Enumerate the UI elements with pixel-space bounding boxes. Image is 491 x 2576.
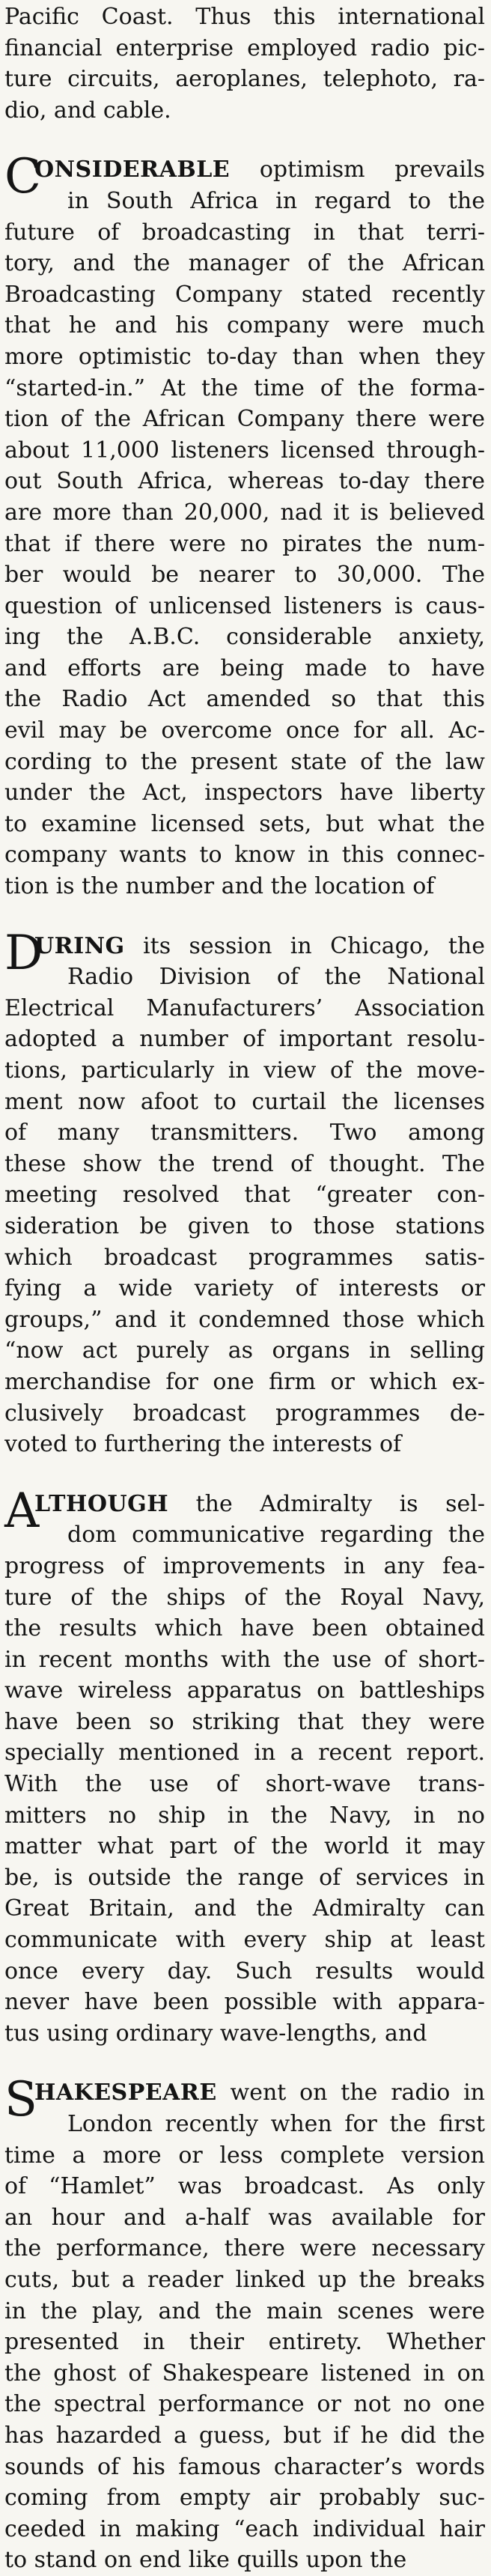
text-line: company wants to know in this connec- xyxy=(4,842,485,869)
text-line: matter what part of the world it may xyxy=(4,1833,485,1860)
text-line: specially mentioned in a recent report. xyxy=(4,1740,485,1767)
text-line: under the Act, inspectors have liberty xyxy=(4,780,485,806)
text-line: and efforts are being made to have xyxy=(4,654,485,681)
text-line: in South Africa in regard to the xyxy=(67,187,485,214)
text-line: question of unlicensed listeners is caus- xyxy=(4,592,485,619)
text-line: “started-in.” At the time of the forma- xyxy=(4,374,485,401)
text-line: be, is outside the range of services in xyxy=(4,1864,485,1891)
text-line: merchandise for one firm or which ex- xyxy=(4,1368,485,1395)
text-line: of “Hamlet” was broadcast. As only xyxy=(4,2173,485,2200)
text-line: in the play, and the main scenes were xyxy=(4,2297,485,2324)
text-line: these show the trend of thought. The xyxy=(4,1150,485,1177)
text-line: sounds of his famous character’s words xyxy=(4,2453,485,2480)
text-line: the Radio Act amended so that this xyxy=(4,686,485,713)
text-line: ture of the ships of the Royal Navy, xyxy=(4,1584,485,1611)
first-line xyxy=(4,931,485,962)
text-line: financial enterprise employed radio pic- xyxy=(4,34,485,61)
text-line: With the use of short-wave trans- xyxy=(4,1771,485,1798)
story-continuation xyxy=(4,1,485,126)
text-line: clusively broadcast programmes de- xyxy=(4,1400,485,1427)
text-line: future of broadcasting in that terri- xyxy=(4,219,485,246)
lead-caps: HAKESPEARE xyxy=(34,2080,217,2106)
text-line: to stand on end like quills upon the xyxy=(4,2547,407,2574)
text-line: the performance, there were necessary xyxy=(4,2235,485,2262)
story-south-africa xyxy=(4,149,485,902)
text-line: ing the A.B.C. considerable anxiety, xyxy=(4,624,485,651)
first-line xyxy=(4,154,485,186)
text-line: dom communicative regarding the xyxy=(67,1522,485,1549)
text-line: fying a wide variety of interests or xyxy=(4,1275,485,1302)
text-line: Pacific Coast. Thus this international xyxy=(4,4,485,30)
text-line: never have been possible with appara- xyxy=(4,1989,485,2016)
text-line: are more than 20,000, nad it is believed xyxy=(4,499,485,526)
story-chicago xyxy=(4,925,485,1460)
text-line: which broadcast programmes satis- xyxy=(4,1244,485,1271)
first-line xyxy=(4,1489,485,1520)
drop-cap: S xyxy=(4,2072,37,2128)
first-line-rest: optimism prevails xyxy=(230,157,485,183)
text-line: tions, particularly in view of the move- xyxy=(4,1057,485,1084)
text-line: have been so striking that they were xyxy=(4,1708,485,1735)
text-line: meeting resolved that “greater con- xyxy=(4,1182,485,1209)
text-line: wave wireless apparatus on battleships xyxy=(4,1677,485,1704)
text-line: of many transmitters. Two among xyxy=(4,1120,485,1146)
text-line: once every day. Such results would xyxy=(4,1957,485,1984)
text-line: more optimistic to-day than when they xyxy=(4,343,485,370)
text-line: has hazarded a guess, but if he did the xyxy=(4,2422,485,2449)
text-line: about 11,000 listeners licensed through- xyxy=(4,437,485,464)
text-line: sideration be given to those stations xyxy=(4,1212,485,1239)
story-admiralty xyxy=(4,1483,485,2050)
text-line: communicate with every ship at least xyxy=(4,1927,485,1954)
text-line: ment now afoot to curtail the licenses xyxy=(4,1088,485,1115)
text-line: to examine licensed sets, but what the xyxy=(4,810,485,837)
text-line: tus using ordinary wave-lengths, and xyxy=(4,2020,427,2047)
text-line: coming from empty air probably suc- xyxy=(4,2485,485,2512)
drop-cap: A xyxy=(4,1483,40,1539)
text-line: tion of the African Company there were xyxy=(4,406,485,433)
text-line: “now act purely as organs in selling xyxy=(4,1337,485,1364)
text-line: tion is the number and the location of xyxy=(4,873,435,900)
text-line: adopted a number of important resolu- xyxy=(4,1026,485,1053)
text-line: tory, and the manager of the African xyxy=(4,250,485,277)
first-line xyxy=(4,2077,485,2109)
text-line: Broadcasting Company stated recently xyxy=(4,281,485,308)
text-line: mitters no ship in the Navy, in no xyxy=(4,1802,485,1829)
text-line: that if there were no pirates the num- xyxy=(4,530,485,557)
text-line: evil may be overcome once for all. Ac- xyxy=(4,717,485,744)
lead-caps: LTHOUGH xyxy=(34,1490,169,1517)
text-line: Radio Division of the National xyxy=(67,964,485,991)
drop-cap: D xyxy=(4,925,43,981)
text-line: that he and his company were much xyxy=(4,312,485,339)
text-line: dio, and cable. xyxy=(4,97,171,124)
drop-cap: C xyxy=(4,149,41,205)
first-line-rest: the Admiralty is sel- xyxy=(168,1490,485,1517)
text-line: the spectral performance or not no one xyxy=(4,2391,485,2418)
text-line: in recent months with the use of short- xyxy=(4,1646,485,1673)
text-line: Great Britain, and the Admiralty can xyxy=(4,1895,485,1922)
text-line: voted to furthering the interests of xyxy=(4,1431,402,1458)
first-line-rest: its session in Chicago, the xyxy=(124,932,485,959)
text-line: the ghost of Shakespeare listened in on xyxy=(4,2360,485,2387)
text-line: out South Africa, whereas to-day there xyxy=(4,468,485,495)
text-line: ceeded in making “each individual hair xyxy=(4,2515,485,2542)
lead-caps: URING xyxy=(34,932,125,959)
text-line: presented in their entirety. Whether xyxy=(4,2329,485,2356)
text-line: an hour and a-half was available for xyxy=(4,2204,485,2231)
text-line: progress of improvements in any fea- xyxy=(4,1552,485,1579)
lead-caps: ONSIDERABLE xyxy=(34,157,231,183)
text-line: the results which have been obtained xyxy=(4,1615,485,1642)
text-line: London recently when for the first xyxy=(67,2111,485,2137)
text-line: ber would be nearer to 30,000. The xyxy=(4,562,485,589)
text-line: time a more or less complete version xyxy=(4,2142,485,2169)
article-column xyxy=(4,1,485,2576)
story-shakespeare xyxy=(4,2072,485,2576)
text-line: Electrical Manufacturers’ Association xyxy=(4,994,485,1021)
text-line: cording to the present state of the law xyxy=(4,748,485,775)
text-line: cuts, but a reader linked up the breaks xyxy=(4,2266,485,2293)
text-line: ture circuits, aeroplanes, telephoto, ra- xyxy=(4,66,485,93)
text-line: groups,” and it condemned those which xyxy=(4,1306,485,1333)
first-line-rest: went on the radio in xyxy=(216,2080,485,2106)
